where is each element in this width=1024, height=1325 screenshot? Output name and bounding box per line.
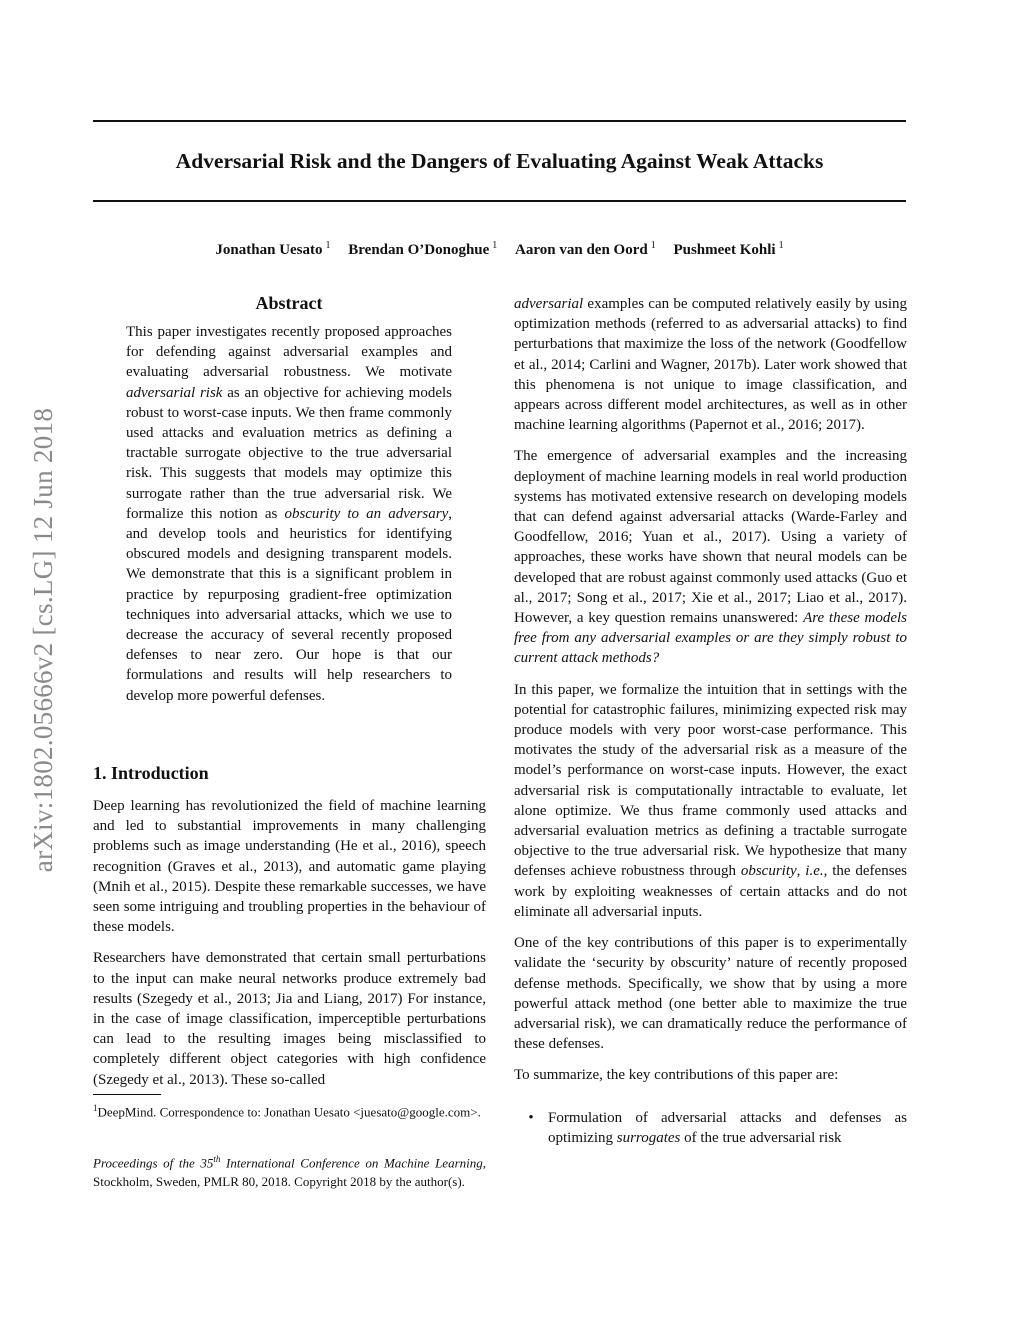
author-affiliation: 1 (492, 240, 498, 251)
bullet-icon: • (528, 1109, 534, 1126)
footnote: $^1$DeepMind. Correspondence to: Jonathan Uesato <juesato@google.com>. (93, 1103, 481, 1120)
paragraph: adversarial examples can be computed relatively easily by using optimization methods (referred to as adversarial attacks) to find perturbations that maximize the loss of the network (Goodfellow et al., 2014; Carlini and Wagner, 2017b). Later work showed that this phenomena is not unique to image classification, and appears across different model architectures, as well as in other machine learning algorithms (Papernot et al., 2016; 2017). (514, 296, 907, 434)
author-affiliation: 1 (325, 240, 331, 251)
right-column-body (514, 294, 907, 1148)
paragraph: Researchers have demonstrated that certain small perturbations to the input can make neural networks produce extremely bad results (Szegedy et al., 2013; Jia and Liang, 2017) For instance, in the case of image classification, imperceptible perturbations can lead to the resulting images being misclassified to completely different object categories with high confidence (Szegedy et al., 2013). These so-called (93, 950, 486, 1088)
paragraph: The emergence of adversarial examples and the increasing deployment of machine learning models in real world production systems has motivated extensive research on developing models that can defend against adversarial attacks (Warde-Farley and Goodfellow, 2016; Yuan et al., 2017). Using a variety of approaches, these works have shown that neural models can be developed that are robust against commonly used attacks (Guo et al., 2017; Song et al., 2017; Xie et al., 2017; Liao et al., 2017). However, a key question remains unanswered: Are these models free from any adversarial examples or are they simply robust to current attack methods? (514, 448, 907, 667)
author (673, 235, 783, 261)
contribution-list-item (514, 1108, 907, 1148)
title-top-rule (93, 120, 906, 122)
author (348, 235, 497, 261)
abstract-heading: Abstract (255, 293, 323, 313)
title-bottom-rule (93, 200, 906, 202)
author-list (93, 235, 906, 261)
arxiv-identifier: arXiv:1802.05666v2 [cs.LG] 12 Jun 2018 (28, 407, 58, 873)
footnote-mark: 1 (93, 1103, 98, 1113)
author-name: Brendan O’Donoghue (348, 242, 490, 258)
paper-title: Adversarial Risk and the Dangers of Evaluating Against Weak Attacks (175, 149, 824, 173)
paragraph: To summarize, the key contributions of this paper are: (514, 1067, 839, 1084)
author-name: Pushmeet Kohli (673, 242, 776, 258)
paragraph: Deep learning has revolutionized the field of machine learning and led to substantial improvements in many challenging problems such as image understanding (He et al., 2016), speech recognition (Graves et al., 2013), and automatic game playing (Mnih et al., 2015). Despite these remarkable successes, we have seen some intriguing and troubling properties in the behaviour of these models. (93, 798, 486, 936)
footnote-rule (93, 1094, 161, 1095)
author (215, 235, 330, 261)
author-name: Aaron van den Oord (515, 242, 648, 258)
paragraph: In this paper, we formalize the intuition that in settings with the potential for catastrophic failures, minimizing expected risk may produce models with very poor worst-case performance. This motivates the study of the adversarial risk as a measure of the model’s performance on worst-case inputs. However, the exact adversarial risk is computationally intractable to evaluate, let alone optimize. We thus frame commonly used attacks and adversarial evaluation metrics as defining a tractable surrogate objective to the true adversarial risk. We hypothesize that many defenses achieve robustness through obscurity, i.e., the defenses work by exploiting weaknesses of certain attacks and do not eliminate all adversarial inputs. (514, 681, 908, 920)
paragraph: One of the key contributions of this paper is to experimentally validate the ‘security by obscurity’ nature of recently proposed defense methods. Specifically, we show that by using a more powerful attack method (one better able to maximize the true adversarial risk), we can dramatically reduce the performance of these defenses. (514, 935, 907, 1053)
proceedings-note: Proceedings of the 35th International Conference on Machine Learning, Stockholm, Sweden, PMLR 80, 2018. Copyright 2018 by the author(s). (93, 1154, 486, 1189)
abstract-text: This paper investigates recently proposed approaches for defending against adversarial examples and evaluating adversarial robustness. We motivate adversarial risk as an objective for achieving models robust to worst-case inputs. We then frame commonly used attacks and evaluation metrics as defining a tractable surrogate objective to the true adversarial risk. This suggests that models may optimize this surrogate rather than the true adversarial risk. We formalize this notion as obscurity to an adversary, and develop tools and heuristics for identifying obscured models and designing transparent models. We demonstrate that this is a significant problem in practice by repurposing gradient-free optimization techniques into adversarial attacks, which we use to decrease the accuracy of several recently proposed defenses to near zero. Our hope is that our formulations and results will help researchers to develop more powerful defenses. (126, 324, 453, 704)
left-column-body (93, 796, 486, 1101)
author (515, 235, 656, 261)
section-heading-introduction: 1. Introduction (93, 763, 209, 783)
list-item-text: Formulation of adversarial attacks and defenses as optimizing surrogates of the true adversarial risk (548, 1109, 907, 1146)
author-name: Jonathan Uesato (215, 242, 323, 258)
author-affiliation: 1 (650, 240, 656, 251)
author-affiliation: 1 (778, 240, 784, 251)
